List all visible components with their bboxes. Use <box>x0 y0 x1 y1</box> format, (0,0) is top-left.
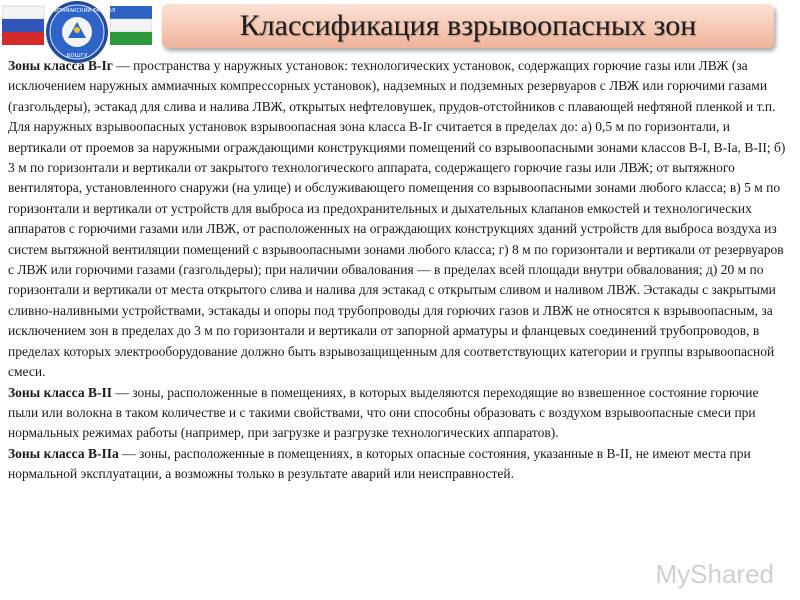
university-logo <box>2 0 152 64</box>
paragraph-lead: Зоны класса В-II <box>8 384 112 400</box>
paragraph-zone-b1g-limits <box>8 117 791 382</box>
paragraph-text: — пространства у наружных установок: технологических установок, содержащих горючие газы или ЛВЖ (за исключением наружных аммиачных компрессорных установок), надземных и подземных резервуаров с ЛВЖ или горючими газами (газгольдеры), эстакад для слива и налива ЛВЖ, открытых нефтеловушек, прудов-отстойников с плавающей нефтяной пленкой и т.п. <box>8 58 776 114</box>
paragraph-lead: Зоны класса В-Iг <box>8 58 113 73</box>
paragraph-text: Для наружных взрывоопасных установок взрывоопасная зона класса В-Iг считается в пределах до: а) 0,5 м по горизонтали, и вертикали от проемов за наружными ограждающими конструкциями помещений со взрывоопасными зонами классов В-I, В-Iа, В-II; б) 3 м по горизонтали и вертикали от закрытого технологического аппарата, содержащего горючие газы или ЛВЖ; от вытяжного вентилятора, установленного снаружи (на улице) и обслуживающего помещения со взрывоопасными зонами любого класса; в) 5 м по горизонтали и вертикали от устройств для выброса из предохранительных и дыхательных клапанов емкостей и технологических аппаратов с горючими газами или ЛВЖ, от расположенных на ограждающих конструкциях зданий устройств для выброса воздуха из систем вытяжной вентиляции помещений с взрывоопасными зонами любого класса; г) 8 м по горизонтали и вертикали от резервуаров с ЛВЖ или горючими газами (газгольдеры); при наличии обвалования — в пределах всей площади внутри обвалования; д) 20 м по горизонтали и вертикали от места открытого слива и налива для эстакад с открытым сливом и наливом ЛВЖ. Эстакады с закрытыми сливно-наливными устройствами, эстакады и опоры под трубопроводы для горючих газов и ЛВЖ не относятся к взрывоопасным, за исключением зон в пределах до 3 м по горизонтали и вертикали от запорной арматуры и фланцевых соединений трубопроводов, в пределах которых электрооборудование должно быть взрывозащищенным для соответствующих категории и группы взрывоопасной смеси. <box>8 119 786 380</box>
paragraph-text: — зоны, расположенные в помещениях, в которых опасные состояния, указанные в В-II, не имеют места при нормальной эксплуатации, а возможны только в результате аварий или неисправностей. <box>8 445 751 482</box>
watermark: MyShared <box>655 559 774 589</box>
page-title: Классификация взрывоопасных зон <box>239 9 697 42</box>
paragraph-zone-b1g <box>8 56 791 117</box>
paragraph-text: — зоны, расположенные в помещениях, в которых выделяются переходящие во взвешенное состояние горючие пыли или волокна в таком количестве и с такими свойствами, что они способны образовать с воздухом взрывоопасные смеси при нормальных режимах работы (например, при загрузке и разгрузке технологических аппаратов). <box>8 384 759 441</box>
title-banner <box>162 4 774 48</box>
paragraph-lead: Зоны класса В-IIа <box>8 445 119 461</box>
paragraph-zone-b2a <box>8 444 791 485</box>
logo-bottom-text: БОШГУ <box>66 53 88 59</box>
logo-arc-text: СТЕРЛИТАМАКСКИЙ ФИЛИАЛ <box>38 8 116 14</box>
paragraph-zone-b2 <box>8 383 791 444</box>
document-body <box>8 56 791 594</box>
